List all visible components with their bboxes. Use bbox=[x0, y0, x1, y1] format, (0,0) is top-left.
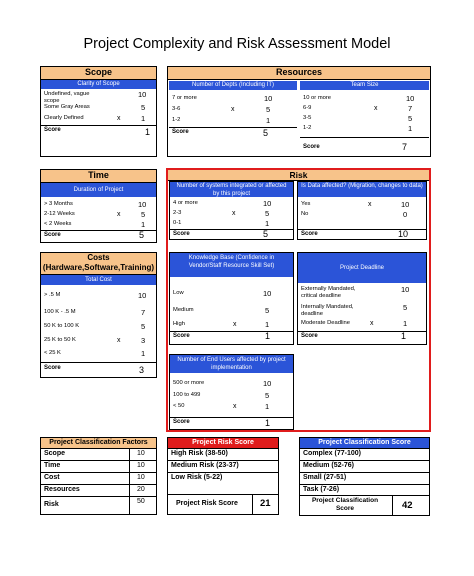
row-label: 25 K to 50 K bbox=[44, 337, 76, 343]
factor-row bbox=[41, 460, 156, 472]
classification-factors-header: Project Classification Factors bbox=[41, 438, 156, 448]
row-value: 5 bbox=[141, 322, 146, 331]
classification-score-row bbox=[300, 460, 429, 472]
row-label: 2-12 Weeks bbox=[44, 211, 75, 217]
risk-systems-score-value: 5 bbox=[263, 229, 269, 239]
risk-score-header: Project Risk Score bbox=[168, 438, 278, 448]
team-subpanel bbox=[300, 81, 429, 155]
factor-label: Risk bbox=[44, 501, 59, 508]
row-label: No bbox=[301, 211, 309, 217]
row-value: 5 bbox=[265, 209, 270, 218]
row-value: 10 bbox=[138, 90, 147, 99]
risk-deadline-score-label: Score bbox=[301, 333, 318, 339]
page-title: Project Complexity and Risk Assessment Model bbox=[83, 36, 391, 52]
row-value: 1 bbox=[408, 124, 413, 133]
row-value: 1 bbox=[141, 220, 146, 229]
classification-score-total-divider bbox=[392, 495, 393, 516]
row-value: 10 bbox=[263, 379, 272, 388]
row-label: Low bbox=[173, 290, 184, 296]
risk-systems-score-label: Score bbox=[173, 231, 190, 237]
row-value: 1 bbox=[265, 320, 270, 329]
costs-subheader: Total Cost bbox=[41, 275, 156, 285]
costs-panel bbox=[40, 252, 157, 378]
risk-knowledge-score-label: Score bbox=[173, 333, 190, 339]
risk-score-table bbox=[167, 437, 279, 515]
row-label: > .5 M bbox=[44, 292, 61, 298]
classification-score-label: Medium (52-76) bbox=[303, 462, 354, 469]
row-value: 3 bbox=[141, 336, 146, 345]
team-subheader: Team Size bbox=[300, 81, 429, 90]
row-value: 1 bbox=[266, 116, 271, 125]
row-value: 5 bbox=[266, 105, 271, 114]
row-mark: x bbox=[233, 321, 237, 328]
row-label: < 2 Weeks bbox=[44, 221, 72, 227]
risk-knowledge-score-line bbox=[170, 331, 293, 332]
risk-header: Risk bbox=[168, 170, 429, 181]
row-mark: x bbox=[374, 105, 378, 112]
factor-row bbox=[41, 496, 156, 515]
classification-score-total-label: Project Classification Score bbox=[311, 497, 379, 512]
team-score-label: Score bbox=[303, 144, 320, 150]
row-mark: x bbox=[370, 320, 374, 327]
row-label: 4 or more bbox=[173, 200, 198, 206]
risk-deadline-score-value: 1 bbox=[401, 331, 407, 341]
classification-score-row bbox=[300, 472, 429, 484]
row-label: High bbox=[173, 321, 185, 327]
row-mark: x bbox=[233, 403, 237, 410]
risk-score-row bbox=[168, 448, 278, 460]
row-value: 1 bbox=[403, 319, 408, 328]
classification-score-label: Task (7-26) bbox=[303, 486, 340, 493]
classification-score-total-value: 42 bbox=[402, 500, 413, 511]
row-label: Yes bbox=[301, 201, 311, 207]
factor-row bbox=[41, 448, 156, 460]
row-value: 1 bbox=[265, 402, 270, 411]
depts-subheader: Number of Depts (Including IT) bbox=[169, 81, 297, 90]
row-mark: x bbox=[231, 106, 235, 113]
risk-score-label: High Risk (38-50) bbox=[171, 450, 228, 457]
row-value: 7 bbox=[408, 104, 413, 113]
classification-score-total-row bbox=[300, 495, 429, 516]
risk-knowledge-score-value: 1 bbox=[265, 331, 271, 341]
risk-score-label: Medium Risk (23-37) bbox=[171, 462, 239, 469]
row-value: 10 bbox=[264, 94, 273, 103]
factor-row bbox=[41, 484, 156, 496]
costs-header-line1: Costs bbox=[87, 253, 110, 262]
row-value: 10 bbox=[138, 291, 147, 300]
factor-label: Resources bbox=[44, 486, 80, 493]
time-score-value: 5 bbox=[139, 230, 145, 240]
risk-deadline-score-line bbox=[298, 331, 426, 332]
row-label: Internally Mandated, deadline bbox=[301, 304, 354, 317]
row-label: Undefined, vague scope bbox=[44, 91, 90, 104]
risk-score-total-row bbox=[168, 494, 278, 515]
scope-score-value: 1 bbox=[145, 127, 151, 137]
classification-score-row bbox=[300, 448, 429, 460]
risk-score-total-divider bbox=[252, 494, 253, 515]
costs-header-line2: (Hardware,Software,Training) bbox=[42, 263, 155, 272]
risk-knowledge-panel bbox=[169, 252, 294, 345]
depts-subpanel bbox=[169, 81, 297, 155]
risk-score-total-label: Project Risk Score bbox=[176, 500, 238, 507]
factor-label: Time bbox=[44, 462, 61, 469]
team-score-value: 7 bbox=[402, 142, 408, 152]
row-label: 3-5 bbox=[303, 115, 312, 121]
row-value: 10 bbox=[138, 200, 147, 209]
row-value: 10 bbox=[263, 199, 272, 208]
row-label: Externally Mandated, critical deadline bbox=[301, 286, 356, 299]
row-label: > 3 Months bbox=[44, 201, 73, 207]
row-value: 1 bbox=[265, 219, 270, 228]
depts-score-label: Score bbox=[172, 129, 189, 135]
scope-score-label: Score bbox=[44, 127, 61, 133]
depts-score-line bbox=[169, 127, 297, 128]
row-label: 1-2 bbox=[303, 125, 312, 131]
depts-score-value: 5 bbox=[263, 128, 269, 138]
time-subheader: Duration of Project bbox=[41, 183, 156, 197]
row-value: 0 bbox=[403, 210, 408, 219]
factor-value: 20 bbox=[137, 486, 145, 493]
row-label: 7 or more bbox=[172, 95, 197, 101]
row-label: 1-2 bbox=[172, 117, 181, 123]
time-score-label: Score bbox=[44, 232, 61, 238]
risk-users-score-label: Score bbox=[173, 419, 190, 425]
risk-deadline-subheader: Project Deadline bbox=[298, 253, 426, 283]
row-value: 5 bbox=[265, 306, 270, 315]
row-value: 5 bbox=[408, 114, 413, 123]
row-label: 0-1 bbox=[173, 220, 182, 226]
scope-header: Scope bbox=[41, 67, 156, 80]
risk-systems-score-line bbox=[170, 229, 293, 230]
risk-score-label: Low Risk (5-22) bbox=[171, 474, 223, 481]
row-value: 10 bbox=[401, 285, 410, 294]
risk-data-score-value: 10 bbox=[398, 229, 409, 239]
factor-value: 10 bbox=[137, 462, 145, 469]
row-value: 10 bbox=[263, 289, 272, 298]
risk-score-row bbox=[168, 472, 278, 484]
classification-factors-table bbox=[40, 437, 157, 515]
factor-label: Scope bbox=[44, 450, 66, 457]
costs-score-line bbox=[41, 362, 156, 363]
resources-panel bbox=[167, 66, 431, 157]
row-value: 7 bbox=[141, 308, 146, 317]
row-label: 100 K - .5 M bbox=[44, 309, 76, 315]
risk-knowledge-subheader: Knowledge Base (Confidence in Vendor/Staff Resource Skill Set) bbox=[170, 253, 293, 277]
risk-score-total-value: 21 bbox=[260, 498, 271, 509]
risk-users-subheader: Number of End Users affected by project implementation bbox=[170, 355, 293, 373]
factor-label: Cost bbox=[44, 474, 60, 481]
risk-users-score-value: 1 bbox=[265, 418, 271, 428]
row-value: 1 bbox=[141, 114, 146, 123]
classification-score-header: Project Classification Score bbox=[300, 438, 429, 448]
risk-score-row bbox=[168, 460, 278, 472]
row-value: 5 bbox=[265, 391, 270, 400]
factor-value: 50 bbox=[137, 498, 145, 505]
factor-row bbox=[41, 472, 156, 484]
row-label: < 25 K bbox=[44, 350, 61, 356]
classification-score-label: Small (27-51) bbox=[303, 474, 347, 481]
scope-panel bbox=[40, 66, 157, 157]
row-label: 2-3 bbox=[173, 210, 182, 216]
risk-data-panel bbox=[297, 181, 427, 240]
row-label: 3-6 bbox=[172, 106, 181, 112]
risk-users-score-line bbox=[170, 417, 293, 418]
risk-data-subheader: Is Data affected? (Migration, changes to data) bbox=[298, 182, 426, 197]
row-value: 5 bbox=[403, 303, 408, 312]
costs-score-label: Score bbox=[44, 365, 61, 371]
scope-subheader: Clarity of Scope bbox=[41, 80, 156, 89]
row-mark: x bbox=[117, 115, 121, 122]
resources-header: Resources bbox=[168, 67, 430, 80]
scope-score-line bbox=[41, 125, 156, 126]
row-value: 10 bbox=[406, 94, 415, 103]
time-header: Time bbox=[41, 170, 156, 183]
row-label: Some Gray Areas bbox=[44, 104, 90, 110]
risk-deadline-panel bbox=[297, 252, 427, 345]
row-label: < 50 bbox=[173, 403, 185, 409]
row-label: 10 or more bbox=[303, 95, 332, 101]
row-value: 5 bbox=[141, 210, 146, 219]
row-label: 100 to 499 bbox=[173, 392, 201, 398]
factor-value: 10 bbox=[137, 450, 145, 457]
team-score-line bbox=[300, 137, 429, 138]
classification-score-label: Complex (77-100) bbox=[303, 450, 361, 457]
risk-data-score-label: Score bbox=[301, 231, 318, 237]
factor-value: 10 bbox=[137, 474, 145, 481]
time-panel bbox=[40, 169, 157, 243]
row-label: Medium bbox=[173, 307, 194, 313]
row-label: Moderate Deadline bbox=[301, 320, 350, 326]
row-mark: x bbox=[232, 210, 236, 217]
row-label: 50 K to 100 K bbox=[44, 323, 80, 329]
row-label: Clearly Defined bbox=[44, 115, 84, 121]
costs-score-value: 3 bbox=[139, 365, 145, 375]
risk-users-panel bbox=[169, 354, 294, 430]
classification-score-table bbox=[299, 437, 430, 516]
row-value: 10 bbox=[401, 200, 410, 209]
row-value: 5 bbox=[141, 103, 146, 112]
costs-header bbox=[41, 253, 156, 275]
row-mark: x bbox=[117, 211, 121, 218]
row-label: 6-9 bbox=[303, 105, 312, 111]
risk-systems-subheader: Number of systems integrated or affected by this project bbox=[170, 182, 293, 197]
risk-systems-panel bbox=[169, 181, 294, 240]
row-label: 500 or more bbox=[173, 380, 205, 386]
row-mark: x bbox=[117, 337, 121, 344]
row-mark: x bbox=[368, 201, 372, 208]
row-value: 1 bbox=[141, 349, 146, 358]
